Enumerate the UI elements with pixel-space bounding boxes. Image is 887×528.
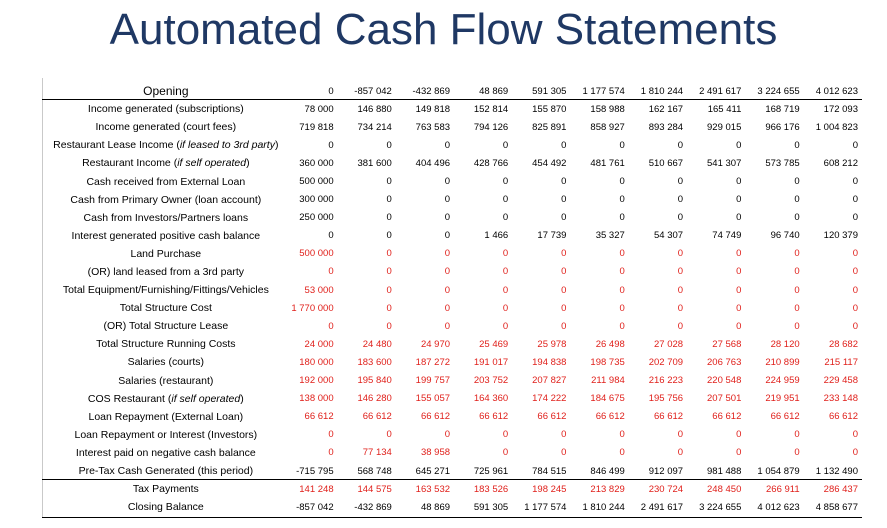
table-row [43, 100, 862, 118]
cell-value: 3 224 655 [757, 85, 800, 97]
cell-value: 215 117 [824, 356, 858, 368]
cell-value: -432 869 [354, 501, 392, 513]
cell-value: 645 271 [415, 465, 451, 477]
cell-value: 195 756 [648, 393, 684, 405]
cell-value: 0 [677, 139, 684, 151]
table-row [43, 444, 862, 462]
cell-value: 1 810 244 [582, 501, 625, 513]
cell-value: 0 [502, 320, 509, 332]
cell-value: 66 612 [362, 411, 392, 423]
cell-value: 0 [736, 212, 742, 224]
cell-value: 224 959 [765, 375, 800, 387]
cash-flow-sheet [42, 78, 862, 518]
cell-value: -432 869 [412, 85, 451, 97]
cell-value: 500 000 [299, 176, 334, 188]
table-row [43, 353, 862, 371]
cell-value: 216 223 [648, 375, 684, 387]
row-label: Income generated (subscriptions) [87, 103, 244, 116]
cell-value: 0 [328, 266, 334, 278]
cell-value: 510 667 [648, 157, 684, 169]
cell-value: 568 748 [357, 465, 392, 477]
cell-value: 0 [852, 266, 858, 278]
cell-value: 0 [502, 139, 509, 151]
cell-value: 825 891 [532, 121, 567, 133]
table-row [43, 245, 862, 263]
cell-value: 0 [677, 212, 684, 224]
cell-value: 66 612 [828, 411, 858, 423]
table-row [43, 372, 862, 390]
cell-value: 0 [386, 139, 392, 151]
cell-value: 152 814 [473, 103, 509, 115]
cell-value: 219 951 [765, 393, 800, 405]
cell-value: 66 612 [479, 411, 509, 423]
cell-value: 220 548 [707, 375, 742, 387]
cell-value: 138 000 [299, 393, 334, 405]
cell-value: 0 [736, 302, 742, 314]
cell-value: 0 [502, 429, 509, 441]
table-row [43, 462, 862, 480]
cell-value: 0 [328, 230, 334, 242]
cell-value: 966 176 [765, 121, 800, 133]
cell-value: 1 004 823 [815, 121, 858, 133]
cell-value: 165 411 [707, 103, 742, 115]
cell-value: 26 498 [595, 338, 625, 350]
cell-value: 381 600 [357, 157, 392, 169]
cell-value: 858 927 [590, 121, 625, 133]
cell-value: 573 785 [765, 157, 800, 169]
cell-value: 0 [444, 302, 451, 314]
cell-value: 0 [736, 447, 742, 459]
cell-value: 0 [386, 194, 392, 206]
cell-value: 146 880 [357, 103, 392, 115]
cell-value: 981 488 [707, 465, 742, 477]
row-label: Total Structure Cost [119, 302, 212, 315]
cell-value: 248 450 [707, 483, 742, 495]
cell-value: 66 612 [420, 411, 451, 423]
cell-value: 0 [852, 302, 858, 314]
cell-value: 608 212 [823, 157, 858, 169]
cell-value: 0 [386, 266, 392, 278]
cell-value: 0 [736, 248, 742, 260]
cell-value: 74 749 [712, 230, 742, 242]
cell-value: 230 724 [648, 483, 684, 495]
cell-value: 38 958 [420, 447, 451, 459]
cell-value: 0 [677, 429, 684, 441]
cell-value: 0 [386, 176, 392, 188]
cell-value: 0 [852, 176, 858, 188]
cell-value: 183 526 [473, 483, 509, 495]
cell-value: 28 120 [770, 338, 800, 350]
cell-value: 0 [444, 194, 451, 206]
cell-value: 0 [619, 284, 625, 296]
cell-value: 719 818 [299, 121, 334, 133]
cell-value: 0 [502, 194, 509, 206]
table-row [43, 390, 862, 408]
table-row [43, 281, 862, 299]
cell-value: 54 307 [654, 230, 684, 242]
cell-value: 0 [328, 85, 334, 97]
cell-value: 0 [736, 194, 742, 206]
cell-value: 0 [619, 320, 625, 332]
cell-value: 174 222 [532, 393, 567, 405]
cell-value: 28 682 [828, 338, 858, 350]
cell-value: 0 [794, 284, 800, 296]
cell-value: 0 [502, 266, 509, 278]
cell-value: 541 307 [707, 157, 742, 169]
cell-value: 0 [386, 248, 392, 260]
cell-value: -857 042 [354, 85, 392, 97]
cell-value: 404 496 [415, 157, 451, 169]
cell-value: 0 [794, 447, 800, 459]
cell-value: 4 012 623 [757, 501, 800, 513]
row-label: Pre-Tax Cash Generated (this period) [78, 465, 254, 478]
cell-value: 300 000 [299, 194, 334, 206]
row-label: Interest paid on negative cash balance [75, 446, 256, 459]
cell-value: 211 984 [591, 375, 625, 387]
cell-value: 213 829 [590, 483, 625, 495]
row-label: Loan Repayment or Interest (Investors) [74, 428, 258, 441]
row-label: (OR) Total Structure Lease [103, 320, 229, 333]
cell-value: 0 [502, 248, 509, 260]
cell-value: 24 000 [304, 338, 334, 350]
cell-value: 96 740 [770, 230, 800, 242]
cell-value: 0 [852, 248, 858, 260]
cell-value: 0 [794, 248, 800, 260]
cell-value: 0 [328, 429, 334, 441]
cell-value: 0 [619, 302, 625, 314]
cell-value: 183 600 [357, 356, 392, 368]
cell-value: 180 000 [299, 356, 334, 368]
row-label: (OR) land leased from a 3rd party [87, 265, 245, 278]
table-row [43, 263, 862, 281]
cell-value: 0 [736, 139, 742, 151]
cell-value: 0 [794, 429, 800, 441]
cell-value: 763 583 [415, 121, 451, 133]
cell-value: 0 [794, 302, 800, 314]
cell-value: 199 757 [415, 375, 451, 387]
cell-value: 0 [794, 176, 800, 188]
cell-value: 0 [502, 176, 509, 188]
cell-value: 0 [736, 320, 742, 332]
cell-value: 846 499 [590, 465, 625, 477]
cell-value: 912 097 [648, 465, 684, 477]
cell-value: 155 057 [415, 393, 451, 405]
cell-value: 1 177 574 [582, 85, 625, 97]
cell-value: 360 000 [299, 157, 334, 169]
table-row [43, 136, 862, 154]
cell-value: 0 [561, 139, 567, 151]
cell-value: 164 360 [473, 393, 509, 405]
cell-value: 2 491 617 [699, 85, 742, 97]
cell-value: 591 305 [473, 501, 509, 513]
cell-value: 0 [444, 266, 451, 278]
cell-value: 0 [561, 194, 567, 206]
cell-value: 0 [619, 212, 625, 224]
cell-value: 0 [794, 266, 800, 278]
row-label: Total Structure Running Costs [96, 338, 236, 351]
cell-value: 0 [852, 212, 858, 224]
cell-value: 66 612 [712, 411, 742, 423]
cell-value: 0 [444, 320, 451, 332]
cell-value: 53 000 [304, 284, 334, 296]
cell-value: 4 012 623 [815, 85, 858, 97]
cell-value: 0 [852, 447, 858, 459]
cell-value: 0 [561, 320, 567, 332]
cell-value: 0 [444, 230, 451, 242]
cell-value: 591 305 [532, 85, 567, 97]
row-label: Salaries (courts) [127, 356, 205, 369]
cell-value: 0 [561, 212, 567, 224]
table-row [43, 426, 862, 444]
cell-value: 0 [561, 176, 567, 188]
cell-value: 0 [736, 429, 742, 441]
cell-value: 0 [677, 302, 684, 314]
cell-value: 27 568 [712, 338, 742, 350]
cell-value: 428 766 [473, 157, 509, 169]
cell-value: 0 [444, 212, 451, 224]
cell-value: 77 134 [362, 447, 392, 459]
cell-value: 0 [328, 320, 334, 332]
row-label: Income generated (court fees) [95, 121, 237, 134]
cell-value: 4 858 677 [815, 501, 858, 513]
cell-value: 163 532 [415, 483, 451, 495]
table-row [43, 82, 862, 100]
cell-value: 0 [502, 447, 509, 459]
cell-value: 0 [619, 266, 625, 278]
cell-value: 0 [619, 248, 625, 260]
cell-value: 0 [852, 429, 858, 441]
cell-value: 0 [444, 248, 451, 260]
cell-value: 0 [444, 429, 451, 441]
row-label: Cash received from External Loan [86, 175, 246, 188]
cell-value: 0 [386, 429, 392, 441]
cell-value: 203 752 [473, 375, 509, 387]
cell-value: 0 [561, 447, 567, 459]
cell-value: 0 [677, 266, 684, 278]
cell-value: 0 [619, 139, 625, 151]
cell-value: 481 761 [590, 157, 625, 169]
row-label: Interest generated positive cash balance [71, 229, 261, 242]
table-row [43, 299, 862, 317]
cell-value: 0 [677, 248, 684, 260]
cell-value: 202 709 [648, 356, 684, 368]
table-row [43, 209, 862, 227]
row-label: Salaries (restaurant) [118, 374, 214, 387]
cell-value: 207 501 [707, 393, 742, 405]
cell-value: 168 719 [765, 103, 800, 115]
cell-value: 0 [502, 212, 509, 224]
row-label: Total Equipment/Furnishing/Fittings/Vehicles [62, 284, 269, 297]
cell-value: -715 795 [296, 465, 334, 477]
cell-value: 0 [852, 139, 858, 151]
cell-value: 0 [736, 176, 742, 188]
cell-value: 66 612 [595, 411, 625, 423]
cell-value: 0 [561, 266, 567, 278]
cell-value: 929 015 [707, 121, 742, 133]
cell-value: 0 [561, 302, 567, 314]
cell-value: 66 612 [654, 411, 684, 423]
row-label: Land Purchase [130, 247, 202, 260]
cell-value: 725 961 [473, 465, 509, 477]
cell-value: 794 126 [473, 121, 509, 133]
table-row [43, 191, 862, 209]
table-row [43, 480, 862, 498]
cell-value: 198 245 [532, 483, 567, 495]
cell-value: 2 491 617 [640, 501, 684, 513]
cell-value: 0 [561, 429, 567, 441]
cell-value: 0 [677, 447, 684, 459]
cell-value: 27 028 [654, 338, 684, 350]
cell-value: 0 [328, 139, 334, 151]
table-row [43, 408, 862, 426]
cell-value: 155 870 [532, 103, 567, 115]
cell-value: 266 911 [766, 483, 800, 495]
cell-value: 0 [794, 139, 800, 151]
cell-value: 0 [677, 284, 684, 296]
cell-value: 192 000 [299, 375, 334, 387]
page-title: Automated Cash Flow Statements [109, 5, 778, 54]
cell-value: 35 327 [595, 230, 625, 242]
cell-value: 141 248 [299, 483, 334, 495]
table-row [43, 335, 862, 353]
cell-value: 210 899 [765, 356, 800, 368]
cell-value: 66 612 [770, 411, 800, 423]
row-label: Restaurant Lease Income (if leased to 3rd party) [53, 139, 279, 152]
cell-value: 66 612 [537, 411, 567, 423]
cell-value: 25 978 [537, 338, 567, 350]
closing-divider [42, 517, 862, 518]
cell-value: 229 458 [823, 375, 858, 387]
cell-value: 0 [386, 284, 392, 296]
cell-value: 172 093 [823, 103, 858, 115]
cell-value: 454 492 [532, 157, 567, 169]
cell-value: 0 [852, 194, 858, 206]
cell-value: 0 [502, 284, 509, 296]
cell-value: 0 [619, 176, 625, 188]
cell-value: 191 017 [473, 356, 509, 368]
cell-value: 0 [794, 194, 800, 206]
cell-value: 1 132 490 [815, 465, 858, 477]
table-row [43, 498, 862, 516]
cash-flow-table [43, 82, 862, 516]
cell-value: 17 739 [537, 230, 567, 242]
cell-value: 146 280 [357, 393, 392, 405]
cell-value: 0 [619, 194, 625, 206]
table-row [43, 172, 862, 190]
cell-value: 0 [794, 212, 800, 224]
cell-value: -857 042 [296, 501, 334, 513]
table-row [43, 154, 862, 172]
cell-value: 0 [386, 302, 392, 314]
cell-value: 0 [386, 320, 392, 332]
cell-value: 149 818 [415, 103, 451, 115]
cell-value: 207 827 [532, 375, 567, 387]
cell-value: 48 869 [479, 85, 509, 97]
cell-value: 24 970 [420, 338, 451, 350]
cell-value: 500 000 [299, 248, 334, 260]
cell-value: 286 437 [823, 483, 858, 495]
cell-value: 187 272 [415, 356, 451, 368]
cell-value: 194 838 [532, 356, 567, 368]
cell-value: 1 177 574 [524, 501, 567, 513]
cell-value: 0 [619, 429, 625, 441]
cell-value: 0 [386, 212, 392, 224]
row-label: Restaurant Income (if self operated) [82, 157, 250, 170]
cell-value: 0 [386, 230, 392, 242]
cell-value: 893 284 [648, 121, 684, 133]
row-label: Cash from Primary Owner (loan account) [70, 193, 262, 206]
cell-value: 24 480 [362, 338, 392, 350]
row-label: Closing Balance [127, 501, 204, 514]
cell-value: 0 [677, 176, 684, 188]
table-row [43, 118, 862, 136]
cell-value: 0 [619, 447, 625, 459]
cell-value: 1 810 244 [640, 85, 684, 97]
cell-value: 184 675 [590, 393, 625, 405]
cell-value: 784 515 [532, 465, 567, 477]
row-label: Cash from Investors/Partners loans [83, 211, 249, 224]
cell-value: 1 770 000 [291, 302, 334, 314]
cell-value: 0 [852, 320, 858, 332]
cell-value: 0 [736, 266, 742, 278]
table-row [43, 317, 862, 335]
cell-value: 66 612 [304, 411, 334, 423]
cell-value: 0 [677, 320, 684, 332]
cell-value: 144 575 [357, 483, 392, 495]
cell-value: 0 [444, 139, 451, 151]
cell-value: 0 [561, 284, 567, 296]
cell-value: 0 [328, 447, 334, 459]
cell-value: 25 469 [479, 338, 509, 350]
cell-value: 0 [444, 284, 451, 296]
cell-value: 734 214 [357, 121, 392, 133]
cell-value: 162 167 [648, 103, 684, 115]
cell-value: 1 054 879 [757, 465, 800, 477]
cell-value: 0 [444, 176, 451, 188]
cell-value: 206 763 [707, 356, 742, 368]
cell-value: 158 988 [590, 103, 625, 115]
cell-value: 250 000 [299, 212, 334, 224]
row-label: Loan Repayment (External Loan) [88, 410, 244, 423]
cell-value: 233 148 [823, 393, 858, 405]
row-label: Opening [143, 84, 189, 99]
cell-value: 195 840 [357, 375, 392, 387]
row-label: Tax Payments [132, 483, 199, 496]
cell-value: 0 [677, 194, 684, 206]
cell-value: 120 379 [823, 230, 858, 242]
cell-value: 198 735 [590, 356, 625, 368]
cell-value: 0 [561, 248, 567, 260]
cell-value: 3 224 655 [699, 501, 742, 513]
cell-value: 0 [736, 284, 742, 296]
table-row [43, 227, 862, 245]
cell-value: 0 [794, 320, 800, 332]
cell-value: 78 000 [304, 103, 334, 115]
cell-value: 0 [502, 302, 509, 314]
cell-value: 1 466 [484, 230, 509, 242]
cell-value: 48 869 [420, 501, 451, 513]
row-label: COS Restaurant (if self operated) [87, 392, 244, 405]
cell-value: 0 [852, 284, 858, 296]
